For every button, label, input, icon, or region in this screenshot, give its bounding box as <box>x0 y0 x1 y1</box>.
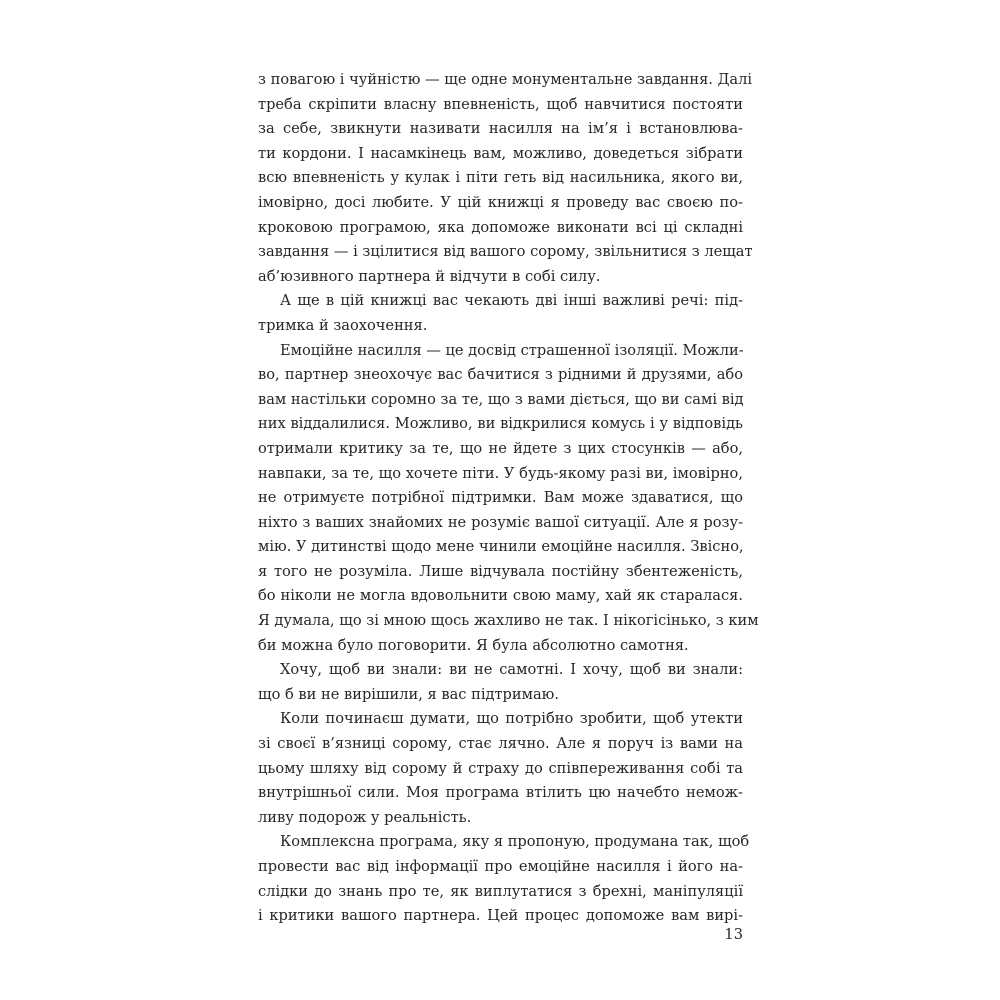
text-line: імовірно, досі любите. У цій книжці я проведу вас своєю по- <box>258 193 743 211</box>
text-line: ливу подорож у реальність. <box>258 808 472 826</box>
text-line: слідки до знань про те, як виплутатися з брехні, маніпуляції <box>258 882 743 900</box>
text-line: треба скріпити власну впевненість, щоб навчитися постояти <box>258 95 743 113</box>
text-line: аб’юзивного партнера й відчути в собі силу. <box>258 267 601 285</box>
text-line: Комплексна програма, яку я пропоную, продумана так, щоб <box>280 833 750 851</box>
text-line: за себе, звикнути називати насилля на ім’я і встановлюва- <box>258 120 743 138</box>
text-line: провести вас від інформації про емоційне насилля і його на- <box>258 858 743 875</box>
text-line: них віддалилися. Можливо, ви відкрилися комусь і у відповідь <box>258 415 743 433</box>
text-line: не отримуєте потрібної підтримки. Вам може здаватися, що <box>258 489 743 507</box>
body-text <box>258 68 759 929</box>
text-line: вам настільки соромно за те, що з вами діється, що ви самі від <box>258 390 744 408</box>
text-line: завдання — і зцілитися від вашого сорому, звільнитися з лещат <box>258 243 753 261</box>
text-line: зі своєї в’язниці сорому, стає лячно. Але я поруч із вами на <box>258 735 743 753</box>
text-line: Хочу, щоб ви знали: ви не самотні. І хочу, щоб ви знали: <box>280 661 743 679</box>
text-line: цьому шляху від сорому й страху до співпереживання собі та <box>258 759 743 777</box>
text-line: кроковою програмою, яка допоможе виконати всі ці складні <box>258 218 743 236</box>
text-line: і критики вашого партнера. Цей процес допоможе вам вирі- <box>258 907 743 925</box>
text-line: би можна було поговорити. Я була абсолютно самотня. <box>258 636 689 654</box>
page-number: 13 <box>724 926 743 943</box>
text-line: всю впевненість у кулак і піти геть від насильника, якого ви, <box>258 169 743 187</box>
text-line: ти кордони. І насамкінець вам, можливо, доведеться зібрати <box>258 144 743 162</box>
text-line: во, партнер знеохочує вас бачитися з рідними й друзями, або <box>258 366 743 384</box>
text-line: А ще в цій книжці вас чекають дві інші важливі речі: під- <box>280 292 743 310</box>
text-line: з повагою і чуйністю — ще одне монументальне завдання. Далі <box>258 71 753 88</box>
text-line: бо ніколи не могла вдовольнити свою маму, хай як старалася. <box>258 587 743 605</box>
text-line: внутрішньої сили. Моя програма втілить цю начебто немож- <box>258 784 743 802</box>
text-line: я того не розуміла. Лише відчувала постійну збентеженість, <box>258 562 743 580</box>
text-line: навпаки, за те, що хочете піти. У будь-якому разі ви, імовірно, <box>258 464 743 482</box>
text-line: Я думала, що зі мною щось жахливо не так. І нікогісінько, з ким <box>258 612 759 630</box>
text-line: що б ви не вирішили, я вас підтримаю. <box>258 685 560 703</box>
text-line: ніхто з ваших знайомих не розуміє вашої ситуації. Але я розу- <box>258 513 743 531</box>
text-line: мію. У дитинстві щодо мене чинили емоційне насилля. Звісно, <box>258 538 744 556</box>
text-line: тримка й заохочення. <box>258 316 428 334</box>
text-line: Коли починаєш думати, що потрібно зробити, щоб утекти <box>280 710 743 728</box>
text-line: Емоційне насилля — це досвід страшенної ізоляції. Можли- <box>280 341 744 359</box>
text-line: отримали критику за те, що не йдете з цих стосунків — або, <box>258 439 743 457</box>
